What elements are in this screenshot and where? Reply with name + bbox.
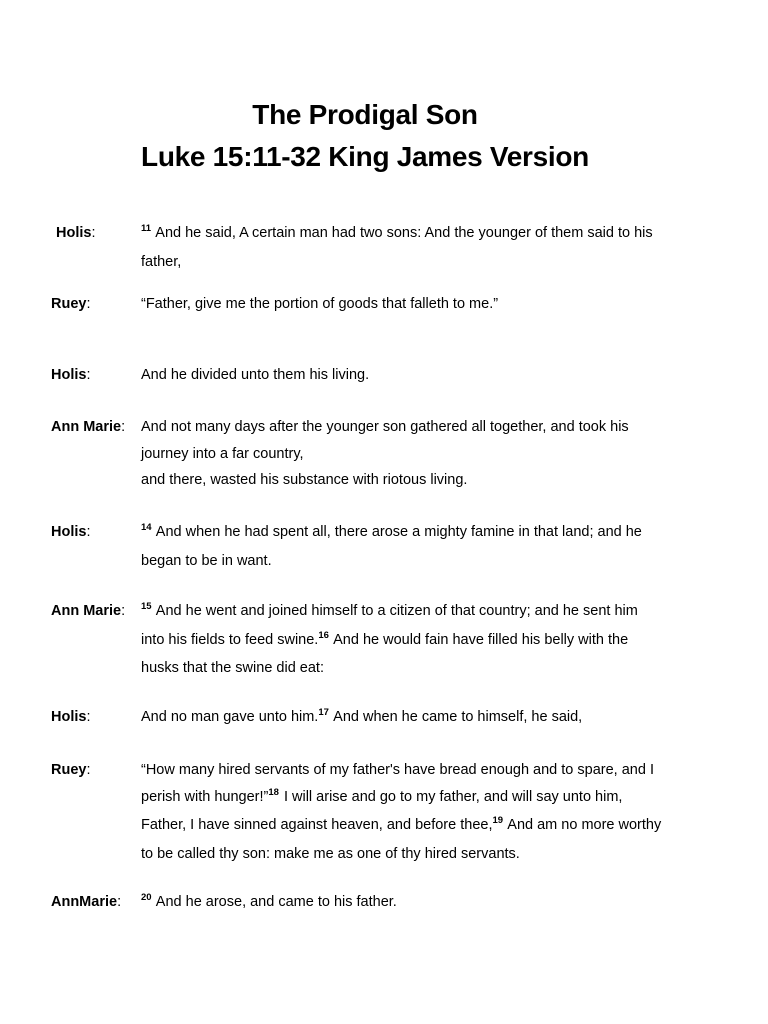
- speech-line: And not many days after the younger son gathered all together, and took his: [141, 419, 629, 435]
- speaker-label: Holis:: [51, 709, 91, 725]
- speaker-label: Holis:: [51, 367, 91, 383]
- speech-line: began to be in want.: [141, 552, 272, 569]
- speaker-label: Holis:: [51, 524, 91, 540]
- speech-text: [141, 291, 686, 318]
- speaker-label: Holis:: [56, 225, 96, 241]
- speaker-name: Holis: [56, 225, 92, 241]
- speech-line: to be called thy son: make me as one of thy hired servants.: [141, 845, 520, 862]
- speech-text: [141, 220, 686, 275]
- verse-number: 14: [141, 522, 152, 533]
- speech-line: perish with hunger!”$^{18}$ I will arise and go to my father, and will say unto him,: [141, 786, 623, 805]
- speech-line: journey into a far country,: [141, 445, 304, 462]
- speaker-name: Ann Marie: [51, 603, 122, 619]
- speaker-name: Ruey: [51, 762, 87, 778]
- speech-line: husks that the swine did eat:: [141, 660, 324, 676]
- speaker-name: Holis: [51, 367, 87, 383]
- speech-text: [141, 598, 686, 682]
- verse-number: 15: [141, 601, 152, 612]
- document-subtitle: Luke 15:11-32 King James Version: [141, 141, 589, 172]
- speech-text: [141, 889, 686, 918]
- speech-line: Father, I have sinned against heaven, and before thee,$^{19}$ And am no more worthy: [141, 815, 662, 833]
- speaker-label: Ann Marie:: [51, 603, 126, 619]
- speaker-name: Holis: [51, 709, 87, 725]
- speech-text: [141, 362, 686, 389]
- verse-number: 17: [318, 707, 329, 718]
- speech-line: $^{11}$ And he said, A certain man had two sons: And the younger of them said to his: [141, 223, 653, 241]
- speaker-label: Ann Marie:: [51, 419, 126, 435]
- speech-line: And he divided unto them his living.: [141, 367, 370, 383]
- speaker-label: Ruey:: [51, 762, 91, 778]
- speech-line: and there, wasted his substance with riotous living.: [141, 472, 468, 488]
- speaker-name: Ann Marie: [51, 419, 122, 435]
- verse-number: 18: [268, 786, 279, 798]
- speaker-name: Ruey: [51, 296, 87, 312]
- speaker-name: Holis: [51, 524, 87, 540]
- speaker-label: AnnMarie:: [51, 894, 122, 910]
- verse-number: 20: [141, 892, 152, 903]
- document-title: The Prodigal Son: [252, 99, 478, 130]
- speech-line: father,: [141, 253, 182, 270]
- speech-line: $^{14}$ And when he had spent all, there arose a mighty famine in that land; and he: [141, 522, 642, 540]
- speech-text: [141, 414, 686, 494]
- verse-number: 19: [492, 815, 504, 826]
- speech-line: “How many hired servants of my father's have bread enough and to spare, and I: [141, 762, 654, 778]
- speech-line: And no man gave unto him.$^{17}$ And when he came to himself, he said,: [141, 707, 583, 725]
- speaker-name: AnnMarie: [51, 894, 118, 910]
- speech-line: “Father, give me the portion of goods that falleth to me.”: [141, 296, 499, 312]
- speech-line: into his fields to feed swine.$^{16}$ And he would fain have filled his belly with the: [141, 629, 629, 648]
- speaker-label: Ruey:: [51, 296, 91, 312]
- speech-text: [141, 519, 686, 574]
- speech-line: $^{20}$ And he arose, and came to his father.: [141, 892, 397, 910]
- speech-text: [141, 704, 686, 733]
- verse-number: 16: [318, 629, 329, 641]
- speech-text: [141, 757, 686, 867]
- verse-number: 11: [141, 223, 152, 234]
- speech-line: $^{15}$ And he went and joined himself to a citizen of that country; and he sent him: [141, 601, 638, 619]
